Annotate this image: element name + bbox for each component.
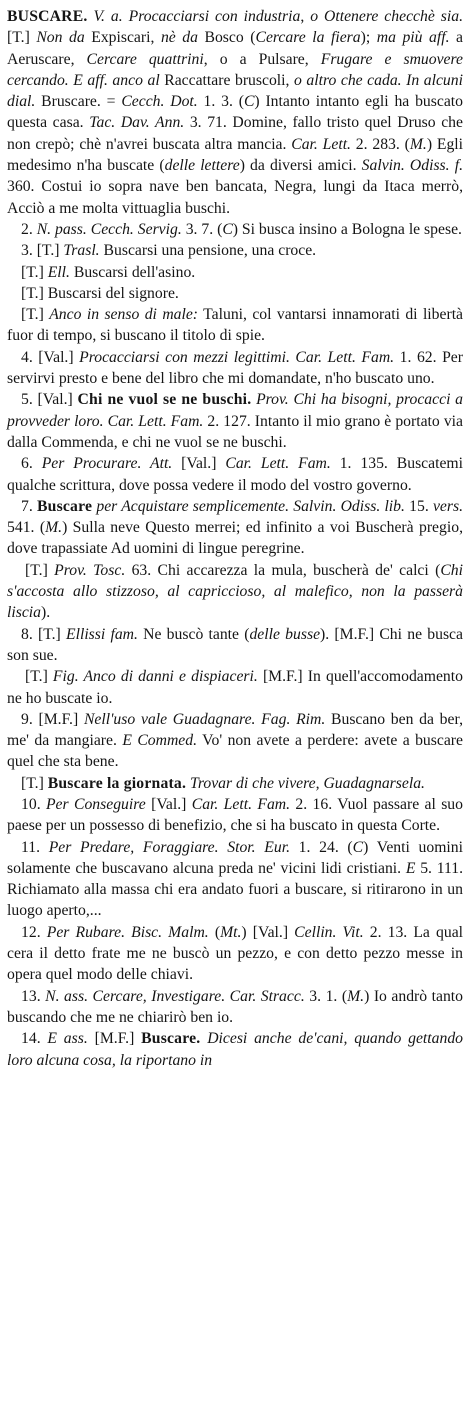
italic-text: Ellissi fam. <box>66 625 138 643</box>
italic-text: Prov. Chi ha bisogni, procacci a provveder loro. Car. Lett. Fam. <box>7 391 464 430</box>
italic-text: Per Predare, Foraggiare. Stor. Eur. <box>48 838 290 856</box>
italic-text: N. ass. Cercare, Investigare. Car. Stracc. <box>45 987 305 1005</box>
sense-paragraph-p8 <box>7 453 463 496</box>
text-run: 5. [Val.] <box>21 391 78 409</box>
bold-term: Buscare. <box>141 1030 201 1048</box>
sense-paragraph-p10 <box>7 560 463 624</box>
italic-text: Cecch. Dot. <box>121 93 198 111</box>
text-run: Buscarsi dell'asino. <box>69 263 196 281</box>
italic-text: E Commed. <box>122 732 198 750</box>
text-run: ) Si busca insino a Bologna le spese. <box>232 220 462 238</box>
italic-text: Per Rubare. Bisc. Malm. <box>46 923 209 941</box>
text-run: ) Intanto intanto egli ha buscato questa casa. <box>7 93 463 132</box>
italic-text: Mt. <box>220 923 242 941</box>
italic-text: Ell. <box>47 263 70 281</box>
sense-paragraph-p2 <box>7 240 463 261</box>
text-run: 3. 1. ( <box>304 987 348 1005</box>
italic-text: Per Procurare. Att. <box>41 455 173 473</box>
italic-text: delle lettere <box>164 157 240 175</box>
text-run: 360. Costui io sopra nave ben bancata, Negra, lungi da Itaca merrò, Acciò a me molta vittuaglia buschi. <box>7 178 463 217</box>
text-run: 13. <box>21 987 46 1005</box>
text-run: ) Sulla neve Questo merrei; ed infinito a voi Buscherà pregio, dove trapassiate Ad uomini di lingue peregrine. <box>7 519 463 558</box>
dictionary-entry-buscare <box>7 6 463 1071</box>
italic-text: Trovar di che vivere, Guadagnarsela. <box>190 774 425 792</box>
text-run: 1. 62. Per servirvi presto e bene del libro che mi domandate, n'ho buscato uno. <box>7 348 463 388</box>
text-run: ). [M.F.] Chi ne busca son sue. <box>7 625 463 664</box>
italic-text: N. pass. Cecch. Servig. <box>36 220 182 238</box>
italic-text: Tac. Dav. Ann. <box>89 114 185 132</box>
entry-headword-paragraph <box>7 6 463 219</box>
text-run: Ne buscò tante ( <box>137 625 250 643</box>
text-run: 3. 71. Domine, fallo tristo quel Druso che non crepò; chè n'avrei buscata altra mancia. <box>7 114 463 153</box>
text-run: [T.] <box>21 306 50 324</box>
italic-text: o altro che cada. In alcuni dial. <box>7 71 463 111</box>
sense-paragraph-p17 <box>7 922 463 986</box>
italic-text: Cercare quattrini <box>86 50 204 68</box>
text-run: 2. <box>21 220 37 238</box>
italic-text: ma più aff. <box>376 29 450 47</box>
text-run: [T.] <box>25 561 55 579</box>
italic-text: Cercare la fiera <box>255 29 361 47</box>
text-run: [T.] <box>7 29 37 47</box>
italic-text: Nell'uso vale Guadagnare. Fag. Rim. <box>83 710 326 728</box>
italic-text: Car. Lett. Fam. <box>191 795 291 813</box>
text-run: , <box>300 8 311 25</box>
italic-text: Fig. Anco di danni e dispiaceri. <box>52 668 258 686</box>
italic-text: Non da <box>36 29 85 47</box>
text-run: a Aeruscare, <box>7 29 464 68</box>
italic-text: Per Conseguire <box>45 795 146 813</box>
text-run: 3. [T.] <box>21 242 64 260</box>
sense-paragraph-p15 <box>7 794 463 837</box>
italic-text: Car. Lett. <box>291 135 351 153</box>
sense-paragraph-p7 <box>7 389 463 453</box>
italic-text: C <box>243 93 255 111</box>
italic-text: per Acquistare semplicemente. Salvin. Odiss. lib. <box>96 497 405 515</box>
sense-paragraph-p18 <box>7 986 463 1029</box>
text-run: Vo' non avete a perdere: avete a buscare quel che sta bene. <box>7 732 463 771</box>
text-run: [T.] Buscarsi del signore. <box>21 284 179 302</box>
text-run: ); <box>360 29 377 47</box>
sense-paragraph-p19 <box>7 1028 463 1071</box>
text-run: ) Egli medesimo n'ha buscate ( <box>7 135 464 175</box>
italic-text: M. <box>409 135 427 153</box>
text-run: 15. <box>404 497 433 515</box>
text-run: [M.F.] <box>87 1030 142 1048</box>
text-run: 63. Chi accarezza la mula, buscherà de' calci ( <box>125 561 441 579</box>
sense-paragraph-p11 <box>7 624 463 667</box>
text-run: [Val.] <box>145 795 192 813</box>
bold-term: Buscare la giornata. <box>47 774 187 792</box>
bold-term: Buscare <box>36 497 93 515</box>
text-run: 7. <box>21 497 37 515</box>
text-run: 5. 111. Richiamato alla massa chi era andato fuori a buscare, si ritirarono in un luogo aperto,... <box>7 859 463 920</box>
italic-text: E ass. <box>47 1030 88 1048</box>
sense-paragraph-p13 <box>7 709 463 773</box>
text-run: Bruscare. = <box>35 93 122 111</box>
sense-paragraph-p14 <box>7 773 463 794</box>
text-run: ). <box>41 604 51 622</box>
text-run: 2. 127. Intanto il mio grano è portato via dalla Commenda, e chi ne vuol se ne buschi. <box>7 412 463 451</box>
italic-text: delle busse <box>249 625 321 643</box>
italic-text: E <box>405 859 416 877</box>
text-run: Expiscari, <box>84 29 161 47</box>
text-run: 9. [M.F.] <box>21 710 84 728</box>
sense-paragraph-p4 <box>7 283 463 304</box>
text-run: 1. 24. ( <box>290 838 353 856</box>
text-run: [T.] <box>21 774 48 792</box>
sense-paragraph-p1 <box>7 219 463 240</box>
italic-text: Prov. Tosc. <box>54 561 126 579</box>
text-run: Taluni, col vantarsi innamorati di libertà fuor di tempo, si buscano il titolo di spie. <box>7 306 464 345</box>
text-run: 2. 13. La qual cera il detto frate me ne buscò un pezzo, e con detto pezzo messe in opera quel modo delle chiavi. <box>7 923 464 984</box>
sense-paragraph-p9 <box>7 496 463 560</box>
italic-text: vers. <box>432 497 464 515</box>
italic-text: C <box>222 220 233 238</box>
bold-term: Chi ne vuol se ne buschi. <box>77 391 252 409</box>
italic-text: Procacciarsi con mezzi legittimi. Car. Lett. Fam. <box>79 348 395 366</box>
text-run: 3. 7. ( <box>181 220 223 238</box>
italic-text: Chi s'accosta allo stizzoso, al capriccioso, al malefico, non la passerà liscia <box>7 561 463 622</box>
text-run: [Val.] <box>172 455 226 473</box>
text-run: 10. <box>21 795 46 813</box>
text-run: 8. [T.] <box>21 625 67 643</box>
italic-text: V. a. Procacciarsi con industria <box>93 8 301 25</box>
text-run: ) [Val.] <box>241 923 295 941</box>
text-run: , o a Pulsare, <box>203 50 321 68</box>
italic-text: Trasl. <box>63 242 100 260</box>
italic-text: Salvin. Odiss. f. <box>361 157 463 175</box>
sense-paragraph-p5 <box>7 304 463 347</box>
text-run: Bosco ( <box>197 29 256 47</box>
text-run: ( <box>208 923 221 941</box>
text-run: 12. <box>21 923 47 941</box>
text-run: Buscarsi una pensione, una croce. <box>99 242 317 260</box>
sense-paragraph-p6 <box>7 347 463 390</box>
text-run: 1. 3. ( <box>197 93 244 111</box>
text-run: 11. <box>21 838 49 856</box>
italic-text: Frugare e smuovere cercando. E aff. anco al <box>7 50 464 89</box>
text-run: 6. <box>21 455 42 473</box>
italic-text: C <box>352 838 364 856</box>
text-run: ) Venti uomini solamente che buscavano alcuna preda ne' vicini lidi cristiani. <box>7 838 463 877</box>
italic-text: M. <box>347 987 365 1005</box>
italic-text: o Ottenere checchè sia. <box>310 8 464 25</box>
text-run: Buscano ben da ber, me' da mangiare. <box>7 710 464 750</box>
text-run: ) Io andrò tanto buscando che me ne chiarirò ben io. <box>7 987 464 1026</box>
text-run: [T.] <box>21 263 48 281</box>
sense-paragraph-p12 <box>7 666 463 709</box>
text-run: 2. 16. Vuol passare al suo paese per un possesso di benefizio, che si ha buscato in questa Corte. <box>7 795 463 835</box>
text-run: Raccattare bruscoli, <box>159 71 294 89</box>
italic-text: nè da <box>160 29 198 47</box>
bold-term: BUSCARE. <box>7 8 88 25</box>
text-run: 1. 135. Buscatemi qualche scrittura, dove possa vedere il modo del vostro governo. <box>7 455 463 494</box>
italic-text: Cellin. Vit. <box>294 923 364 941</box>
italic-text: M. <box>45 519 63 537</box>
sense-paragraph-p3 <box>7 262 463 283</box>
text-run: 2. 283. ( <box>350 135 410 153</box>
sense-paragraph-p16 <box>7 837 463 922</box>
text-run: 14. <box>21 1030 48 1048</box>
italic-text: Car. Lett. Fam. <box>225 455 331 473</box>
text-run: 4. [Val.] <box>21 348 80 366</box>
italic-text: Dicesi anche de'cani, quando gettando loro alcuna cosa, la riportano in <box>7 1030 464 1069</box>
text-run: 541. ( <box>7 519 46 537</box>
text-run: [M.F.] In quell'accomodamento ne ho buscate io. <box>7 668 463 707</box>
text-run: [T.] <box>25 668 53 686</box>
italic-text: Anco in senso di male: <box>49 306 199 324</box>
text-run: ) da diversi amici. <box>239 157 362 175</box>
